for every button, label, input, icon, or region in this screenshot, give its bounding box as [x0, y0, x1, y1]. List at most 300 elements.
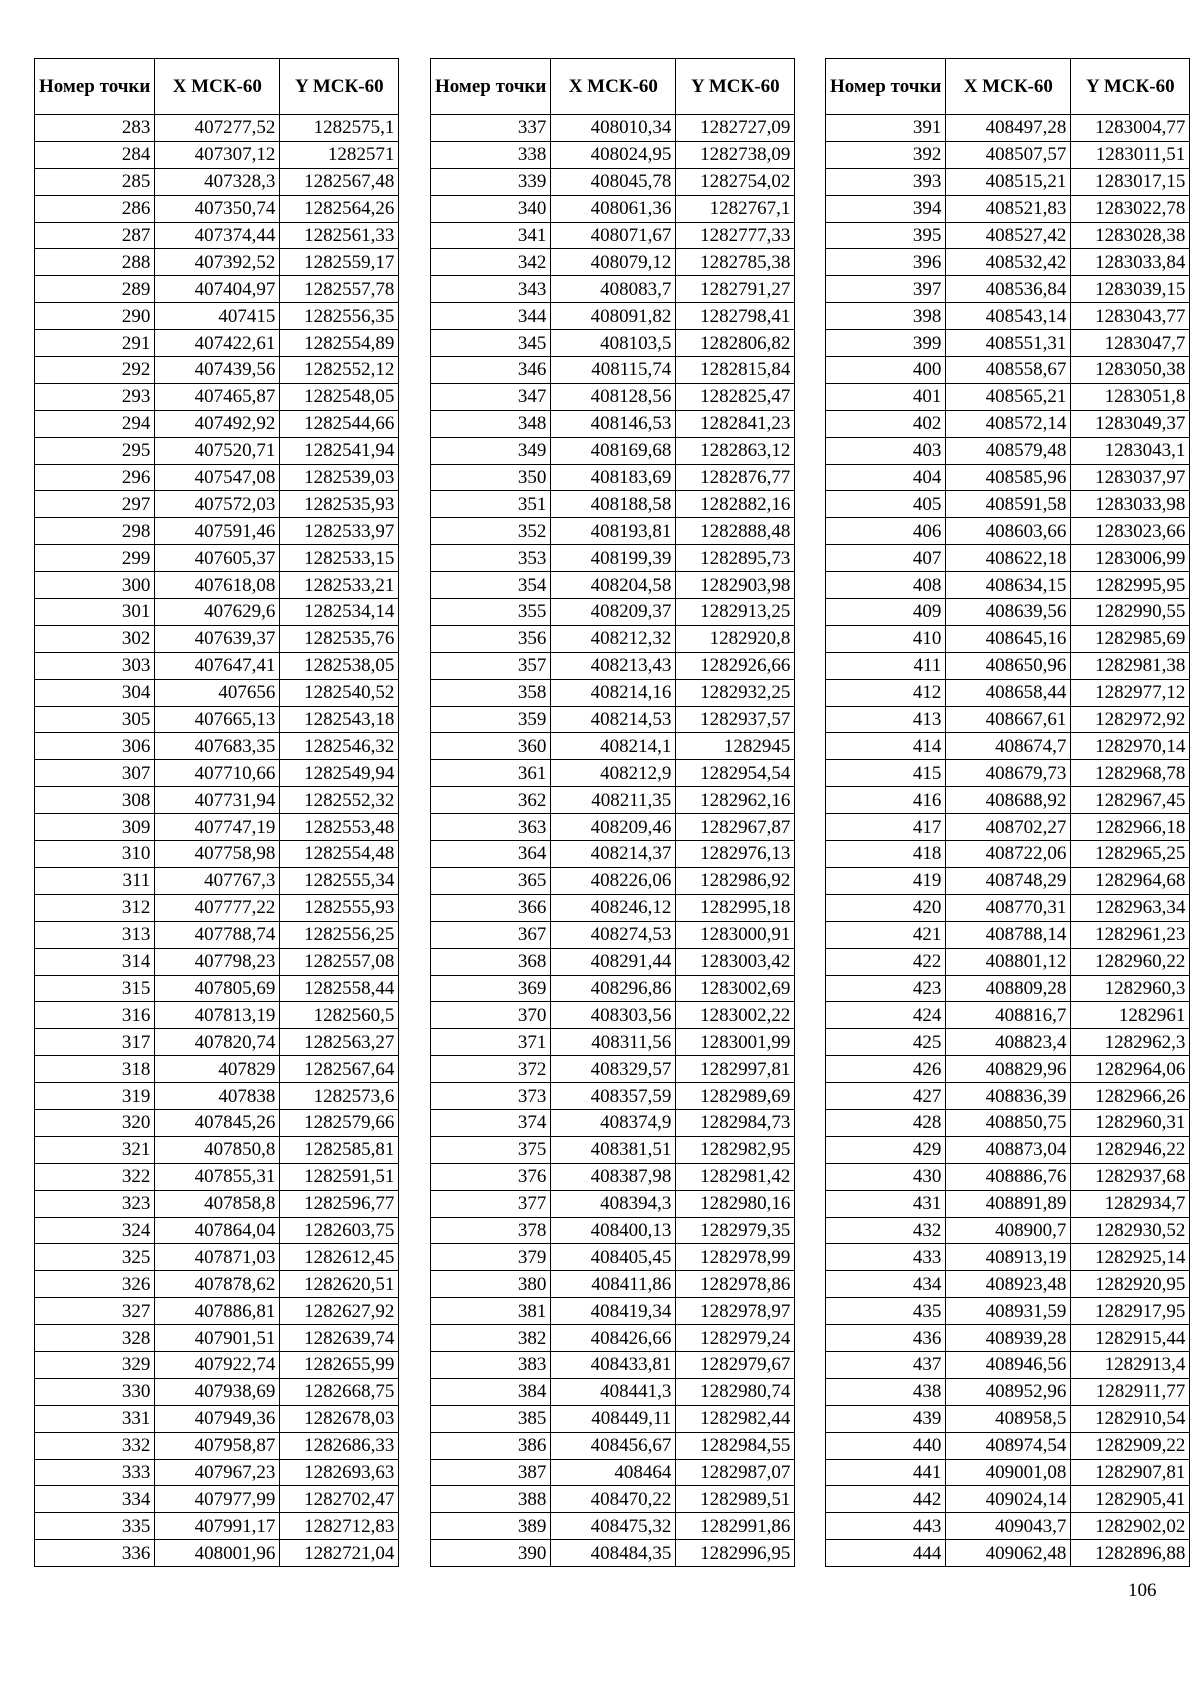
x-coordinate-cell: 407422,61: [155, 330, 280, 357]
point-number-cell: 374: [431, 1109, 551, 1136]
x-coordinate-cell: 408558,67: [946, 357, 1071, 384]
table-row: [826, 867, 1190, 894]
table-row: [431, 1486, 795, 1513]
point-number-cell: 379: [431, 1244, 551, 1271]
y-coordinate-cell: 1282960,31: [1071, 1109, 1190, 1136]
table-row: [35, 814, 399, 841]
point-number-cell: 295: [35, 437, 155, 464]
table-row: [431, 625, 795, 652]
y-coordinate-cell: 1282982,44: [676, 1405, 795, 1432]
point-number-cell: 393: [826, 168, 946, 195]
y-coordinate-cell: 1282926,66: [676, 652, 795, 679]
x-coordinate-cell: 407829: [155, 1056, 280, 1083]
y-coordinate-cell: 1283037,97: [1071, 464, 1190, 491]
x-coordinate-cell: 408193,81: [551, 518, 676, 545]
x-coordinate-cell: 408667,61: [946, 706, 1071, 733]
point-number-cell: 370: [431, 1002, 551, 1029]
table-row: [431, 1002, 795, 1029]
point-number-cell: 363: [431, 814, 551, 841]
x-coordinate-cell: 408900,7: [946, 1217, 1071, 1244]
point-number-cell: 424: [826, 1002, 946, 1029]
table-row: [431, 1540, 795, 1567]
x-coordinate-cell: 407977,99: [155, 1486, 280, 1513]
table-row: [431, 222, 795, 249]
table-row: [826, 841, 1190, 868]
table-row: [35, 1190, 399, 1217]
y-coordinate-cell: 1282557,78: [280, 276, 399, 303]
y-coordinate-cell: 1282895,73: [676, 545, 795, 572]
x-coordinate-cell: 407767,3: [155, 867, 280, 894]
x-coordinate-cell: 407350,74: [155, 195, 280, 222]
point-number-cell: 362: [431, 787, 551, 814]
table-row: [826, 249, 1190, 276]
table-row: [35, 276, 399, 303]
y-coordinate-cell: 1282876,77: [676, 464, 795, 491]
y-coordinate-cell: 1282777,33: [676, 222, 795, 249]
y-coordinate-cell: 1282937,68: [1071, 1163, 1190, 1190]
y-coordinate-cell: 1282980,74: [676, 1378, 795, 1405]
table-row: [35, 1486, 399, 1513]
y-coordinate-cell: 1282960,3: [1071, 975, 1190, 1002]
x-coordinate-cell: 408532,42: [946, 249, 1071, 276]
table-row: [431, 518, 795, 545]
table-row: [826, 1056, 1190, 1083]
table-row: [431, 437, 795, 464]
y-coordinate-cell: 1282954,54: [676, 760, 795, 787]
table-row: [431, 464, 795, 491]
x-coordinate-cell: 408658,44: [946, 679, 1071, 706]
point-number-cell: 358: [431, 679, 551, 706]
table-row: [35, 706, 399, 733]
x-coordinate-cell: 409043,7: [946, 1513, 1071, 1540]
table-row: [431, 1109, 795, 1136]
x-coordinate-cell: 407938,69: [155, 1378, 280, 1405]
point-number-cell: 320: [35, 1109, 155, 1136]
table-row: [35, 1163, 399, 1190]
x-coordinate-cell: 408823,4: [946, 1029, 1071, 1056]
point-number-cell: 344: [431, 303, 551, 330]
table-row: [35, 1298, 399, 1325]
y-coordinate-cell: 1282546,32: [280, 733, 399, 760]
x-coordinate-cell: 408939,28: [946, 1325, 1071, 1352]
point-number-cell: 334: [35, 1486, 155, 1513]
point-number-cell: 420: [826, 894, 946, 921]
table-row: [35, 652, 399, 679]
point-number-cell: 329: [35, 1351, 155, 1378]
table-row: [826, 1244, 1190, 1271]
y-coordinate-cell: 1282967,45: [1071, 787, 1190, 814]
table-row: [35, 1405, 399, 1432]
table-row: [826, 733, 1190, 760]
point-number-cell: 369: [431, 975, 551, 1002]
y-coordinate-cell: 1282591,51: [280, 1163, 399, 1190]
x-coordinate-cell: 408204,58: [551, 572, 676, 599]
y-coordinate-cell: 1282968,78: [1071, 760, 1190, 787]
x-coordinate-cell: 408470,22: [551, 1486, 676, 1513]
point-number-cell: 333: [35, 1459, 155, 1486]
x-coordinate-cell: 407374,44: [155, 222, 280, 249]
y-coordinate-cell: 1282543,18: [280, 706, 399, 733]
table-row: [35, 491, 399, 518]
table-row: [431, 141, 795, 168]
x-coordinate-cell: 408484,35: [551, 1540, 676, 1567]
y-coordinate-cell: 1282552,32: [280, 787, 399, 814]
point-number-cell: 426: [826, 1056, 946, 1083]
point-number-cell: 305: [35, 706, 155, 733]
x-coordinate-cell: 407439,56: [155, 357, 280, 384]
table-row: [431, 841, 795, 868]
x-coordinate-cell: 407813,19: [155, 1002, 280, 1029]
y-coordinate-cell: 1282902,02: [1071, 1513, 1190, 1540]
point-number-cell: 414: [826, 733, 946, 760]
x-coordinate-cell: 408291,44: [551, 948, 676, 975]
table-row: [35, 1029, 399, 1056]
y-coordinate-cell: 1283023,66: [1071, 518, 1190, 545]
point-number-cell: 436: [826, 1325, 946, 1352]
table-row: [35, 168, 399, 195]
x-coordinate-cell: 408400,13: [551, 1217, 676, 1244]
table-row: [35, 1217, 399, 1244]
header-x: X МСК-60: [551, 59, 676, 115]
table-row: [826, 1163, 1190, 1190]
x-coordinate-cell: 408579,48: [946, 437, 1071, 464]
y-coordinate-cell: 1283000,91: [676, 921, 795, 948]
table-row: [35, 115, 399, 142]
point-number-cell: 353: [431, 545, 551, 572]
y-coordinate-cell: 1282965,25: [1071, 841, 1190, 868]
x-coordinate-cell: 408674,7: [946, 733, 1071, 760]
table-row: [431, 921, 795, 948]
header-point-number: Номер точки: [431, 59, 551, 115]
y-coordinate-cell: 1282989,69: [676, 1083, 795, 1110]
point-number-cell: 319: [35, 1083, 155, 1110]
y-coordinate-cell: 1282798,41: [676, 303, 795, 330]
table-row: [431, 706, 795, 733]
point-number-cell: 347: [431, 383, 551, 410]
x-coordinate-cell: 407901,51: [155, 1325, 280, 1352]
y-coordinate-cell: 1282863,12: [676, 437, 795, 464]
x-coordinate-cell: 408923,48: [946, 1271, 1071, 1298]
table-row: [826, 948, 1190, 975]
point-number-cell: 400: [826, 357, 946, 384]
y-coordinate-cell: 1282553,48: [280, 814, 399, 841]
x-coordinate-cell: 408246,12: [551, 894, 676, 921]
x-coordinate-cell: 408115,74: [551, 357, 676, 384]
y-coordinate-cell: 1282558,44: [280, 975, 399, 1002]
table-row: [431, 733, 795, 760]
x-coordinate-cell: 408214,1: [551, 733, 676, 760]
table-row: [431, 410, 795, 437]
table-row: [826, 464, 1190, 491]
y-coordinate-cell: 1282559,17: [280, 249, 399, 276]
y-coordinate-cell: 1282913,4: [1071, 1351, 1190, 1378]
y-coordinate-cell: 1282979,35: [676, 1217, 795, 1244]
x-coordinate-cell: 408449,11: [551, 1405, 676, 1432]
point-number-cell: 300: [35, 572, 155, 599]
table-row: [826, 787, 1190, 814]
point-number-cell: 385: [431, 1405, 551, 1432]
x-coordinate-cell: 408329,57: [551, 1056, 676, 1083]
point-number-cell: 383: [431, 1351, 551, 1378]
table-row: [35, 679, 399, 706]
x-coordinate-cell: 408169,68: [551, 437, 676, 464]
y-coordinate-cell: 1282967,87: [676, 814, 795, 841]
point-number-cell: 410: [826, 625, 946, 652]
table-row: [431, 1405, 795, 1432]
y-coordinate-cell: 1282639,74: [280, 1325, 399, 1352]
y-coordinate-cell: 1282693,63: [280, 1459, 399, 1486]
table-row: [35, 195, 399, 222]
table-row: [826, 518, 1190, 545]
point-number-cell: 314: [35, 948, 155, 975]
point-number-cell: 372: [431, 1056, 551, 1083]
x-coordinate-cell: 408634,15: [946, 572, 1071, 599]
x-coordinate-cell: 408214,16: [551, 679, 676, 706]
table-row: [826, 141, 1190, 168]
x-coordinate-cell: 407547,08: [155, 464, 280, 491]
point-number-cell: 360: [431, 733, 551, 760]
point-number-cell: 321: [35, 1136, 155, 1163]
x-coordinate-cell: 408572,14: [946, 410, 1071, 437]
point-number-cell: 409: [826, 599, 946, 626]
point-number-cell: 316: [35, 1002, 155, 1029]
x-coordinate-cell: 408565,21: [946, 383, 1071, 410]
table-row: [826, 1405, 1190, 1432]
y-coordinate-cell: 1282962,3: [1071, 1029, 1190, 1056]
y-coordinate-cell: 1282563,27: [280, 1029, 399, 1056]
y-coordinate-cell: 1282981,42: [676, 1163, 795, 1190]
x-coordinate-cell: 407850,8: [155, 1136, 280, 1163]
x-coordinate-cell: 407520,71: [155, 437, 280, 464]
x-coordinate-cell: 408274,53: [551, 921, 676, 948]
coordinates-table-2: [430, 58, 795, 1567]
point-number-cell: 389: [431, 1513, 551, 1540]
point-number-cell: 395: [826, 222, 946, 249]
x-coordinate-cell: 407591,46: [155, 518, 280, 545]
x-coordinate-cell: 408209,46: [551, 814, 676, 841]
y-coordinate-cell: 1283004,77: [1071, 115, 1190, 142]
point-number-cell: 336: [35, 1540, 155, 1567]
table-row: [431, 894, 795, 921]
x-coordinate-cell: 408891,89: [946, 1190, 1071, 1217]
x-coordinate-cell: 408381,51: [551, 1136, 676, 1163]
x-coordinate-cell: 408061,36: [551, 195, 676, 222]
y-coordinate-cell: 1282712,83: [280, 1513, 399, 1540]
y-coordinate-cell: 1282560,5: [280, 1002, 399, 1029]
x-coordinate-cell: 408507,57: [946, 141, 1071, 168]
x-coordinate-cell: 407665,13: [155, 706, 280, 733]
point-number-cell: 318: [35, 1056, 155, 1083]
y-coordinate-cell: 1283002,69: [676, 975, 795, 1002]
point-number-cell: 312: [35, 894, 155, 921]
table-row: [826, 599, 1190, 626]
point-number-cell: 384: [431, 1378, 551, 1405]
table-row: [826, 1486, 1190, 1513]
y-coordinate-cell: 1282627,92: [280, 1298, 399, 1325]
point-number-cell: 431: [826, 1190, 946, 1217]
x-coordinate-cell: 408543,14: [946, 303, 1071, 330]
x-coordinate-cell: 408296,86: [551, 975, 676, 1002]
x-coordinate-cell: 408456,67: [551, 1432, 676, 1459]
y-coordinate-cell: 1282960,22: [1071, 948, 1190, 975]
x-coordinate-cell: 408214,53: [551, 706, 676, 733]
x-coordinate-cell: 407958,87: [155, 1432, 280, 1459]
y-coordinate-cell: 1282806,82: [676, 330, 795, 357]
y-coordinate-cell: 1282920,8: [676, 625, 795, 652]
y-coordinate-cell: 1282585,81: [280, 1136, 399, 1163]
y-coordinate-cell: 1282533,15: [280, 545, 399, 572]
y-coordinate-cell: 1282907,81: [1071, 1459, 1190, 1486]
x-coordinate-cell: 408801,12: [946, 948, 1071, 975]
point-number-cell: 418: [826, 841, 946, 868]
point-number-cell: 285: [35, 168, 155, 195]
point-number-cell: 341: [431, 222, 551, 249]
y-coordinate-cell: 1282920,95: [1071, 1271, 1190, 1298]
point-number-cell: 313: [35, 921, 155, 948]
y-coordinate-cell: 1282544,66: [280, 410, 399, 437]
point-number-cell: 441: [826, 1459, 946, 1486]
y-coordinate-cell: 1282896,88: [1071, 1540, 1190, 1567]
y-coordinate-cell: 1282932,25: [676, 679, 795, 706]
table-row: [431, 1136, 795, 1163]
point-number-cell: 391: [826, 115, 946, 142]
point-number-cell: 315: [35, 975, 155, 1002]
table-row: [35, 518, 399, 545]
x-coordinate-cell: 407886,81: [155, 1298, 280, 1325]
table-row: [826, 437, 1190, 464]
x-coordinate-cell: 408103,5: [551, 330, 676, 357]
x-coordinate-cell: 408083,7: [551, 276, 676, 303]
y-coordinate-cell: 1282686,33: [280, 1432, 399, 1459]
y-coordinate-cell: 1282573,6: [280, 1083, 399, 1110]
header-y: Y МСК-60: [676, 59, 795, 115]
y-coordinate-cell: 1282925,14: [1071, 1244, 1190, 1271]
table-row: [431, 814, 795, 841]
table-row: [431, 948, 795, 975]
table-row: [826, 115, 1190, 142]
table-row: [826, 168, 1190, 195]
point-number-cell: 438: [826, 1378, 946, 1405]
point-number-cell: 373: [431, 1083, 551, 1110]
x-coordinate-cell: 408209,37: [551, 599, 676, 626]
point-number-cell: 387: [431, 1459, 551, 1486]
point-number-cell: 421: [826, 921, 946, 948]
point-number-cell: 290: [35, 303, 155, 330]
table-row: [826, 814, 1190, 841]
x-coordinate-cell: 408622,18: [946, 545, 1071, 572]
point-number-cell: 297: [35, 491, 155, 518]
point-number-cell: 323: [35, 1190, 155, 1217]
x-coordinate-cell: 408419,34: [551, 1298, 676, 1325]
x-coordinate-cell: 408788,14: [946, 921, 1071, 948]
point-number-cell: 287: [35, 222, 155, 249]
x-coordinate-cell: 408770,31: [946, 894, 1071, 921]
y-coordinate-cell: 1282905,41: [1071, 1486, 1190, 1513]
table-row: [826, 222, 1190, 249]
x-coordinate-cell: 407805,69: [155, 975, 280, 1002]
x-coordinate-cell: 407864,04: [155, 1217, 280, 1244]
table-row: [35, 867, 399, 894]
x-coordinate-cell: 407845,26: [155, 1109, 280, 1136]
y-coordinate-cell: 1282913,25: [676, 599, 795, 626]
point-number-cell: 330: [35, 1378, 155, 1405]
table-row: [826, 1325, 1190, 1352]
y-coordinate-cell: 1282964,06: [1071, 1056, 1190, 1083]
table-row: [826, 1298, 1190, 1325]
x-coordinate-cell: 408433,81: [551, 1351, 676, 1378]
point-number-cell: 289: [35, 276, 155, 303]
x-coordinate-cell: 408024,95: [551, 141, 676, 168]
y-coordinate-cell: 1282978,86: [676, 1271, 795, 1298]
y-coordinate-cell: 1283049,37: [1071, 410, 1190, 437]
y-coordinate-cell: 1282533,21: [280, 572, 399, 599]
table-row: [35, 437, 399, 464]
table-row: [35, 1109, 399, 1136]
y-coordinate-cell: 1282567,64: [280, 1056, 399, 1083]
x-coordinate-cell: 407758,98: [155, 841, 280, 868]
table-row: [35, 1325, 399, 1352]
table-row: [35, 222, 399, 249]
y-coordinate-cell: 1282979,24: [676, 1325, 795, 1352]
table-row: [35, 921, 399, 948]
point-number-cell: 434: [826, 1271, 946, 1298]
table-row: [35, 357, 399, 384]
table-row: [826, 1432, 1190, 1459]
x-coordinate-cell: 407820,74: [155, 1029, 280, 1056]
point-number-cell: 428: [826, 1109, 946, 1136]
point-number-cell: 371: [431, 1029, 551, 1056]
y-coordinate-cell: 1282841,23: [676, 410, 795, 437]
y-coordinate-cell: 1282535,93: [280, 491, 399, 518]
point-number-cell: 433: [826, 1244, 946, 1271]
point-number-cell: 343: [431, 276, 551, 303]
x-coordinate-cell: 408591,58: [946, 491, 1071, 518]
x-coordinate-cell: 408311,56: [551, 1029, 676, 1056]
y-coordinate-cell: 1282549,94: [280, 760, 399, 787]
point-number-cell: 311: [35, 867, 155, 894]
x-coordinate-cell: 408146,53: [551, 410, 676, 437]
point-number-cell: 296: [35, 464, 155, 491]
y-coordinate-cell: 1282989,51: [676, 1486, 795, 1513]
y-coordinate-cell: 1282678,03: [280, 1405, 399, 1432]
y-coordinate-cell: 1282556,35: [280, 303, 399, 330]
point-number-cell: 407: [826, 545, 946, 572]
y-coordinate-cell: 1283033,84: [1071, 249, 1190, 276]
table-row: [431, 787, 795, 814]
point-number-cell: 345: [431, 330, 551, 357]
x-coordinate-cell: 408850,75: [946, 1109, 1071, 1136]
point-number-cell: 397: [826, 276, 946, 303]
table-row: [35, 545, 399, 572]
table-row: [35, 1271, 399, 1298]
table-row: [826, 1513, 1190, 1540]
point-number-cell: 396: [826, 249, 946, 276]
table-row: [431, 760, 795, 787]
header-point-number: Номер точки: [35, 59, 155, 115]
point-number-cell: 293: [35, 383, 155, 410]
y-coordinate-cell: 1282554,89: [280, 330, 399, 357]
y-coordinate-cell: 1282535,76: [280, 625, 399, 652]
table-row: [431, 1459, 795, 1486]
table-row: [431, 1029, 795, 1056]
point-number-cell: 349: [431, 437, 551, 464]
table-row: [35, 303, 399, 330]
y-coordinate-cell: 1282981,38: [1071, 652, 1190, 679]
table-row: [431, 249, 795, 276]
x-coordinate-cell: 408128,56: [551, 383, 676, 410]
y-coordinate-cell: 1282791,27: [676, 276, 795, 303]
table-row: [35, 572, 399, 599]
